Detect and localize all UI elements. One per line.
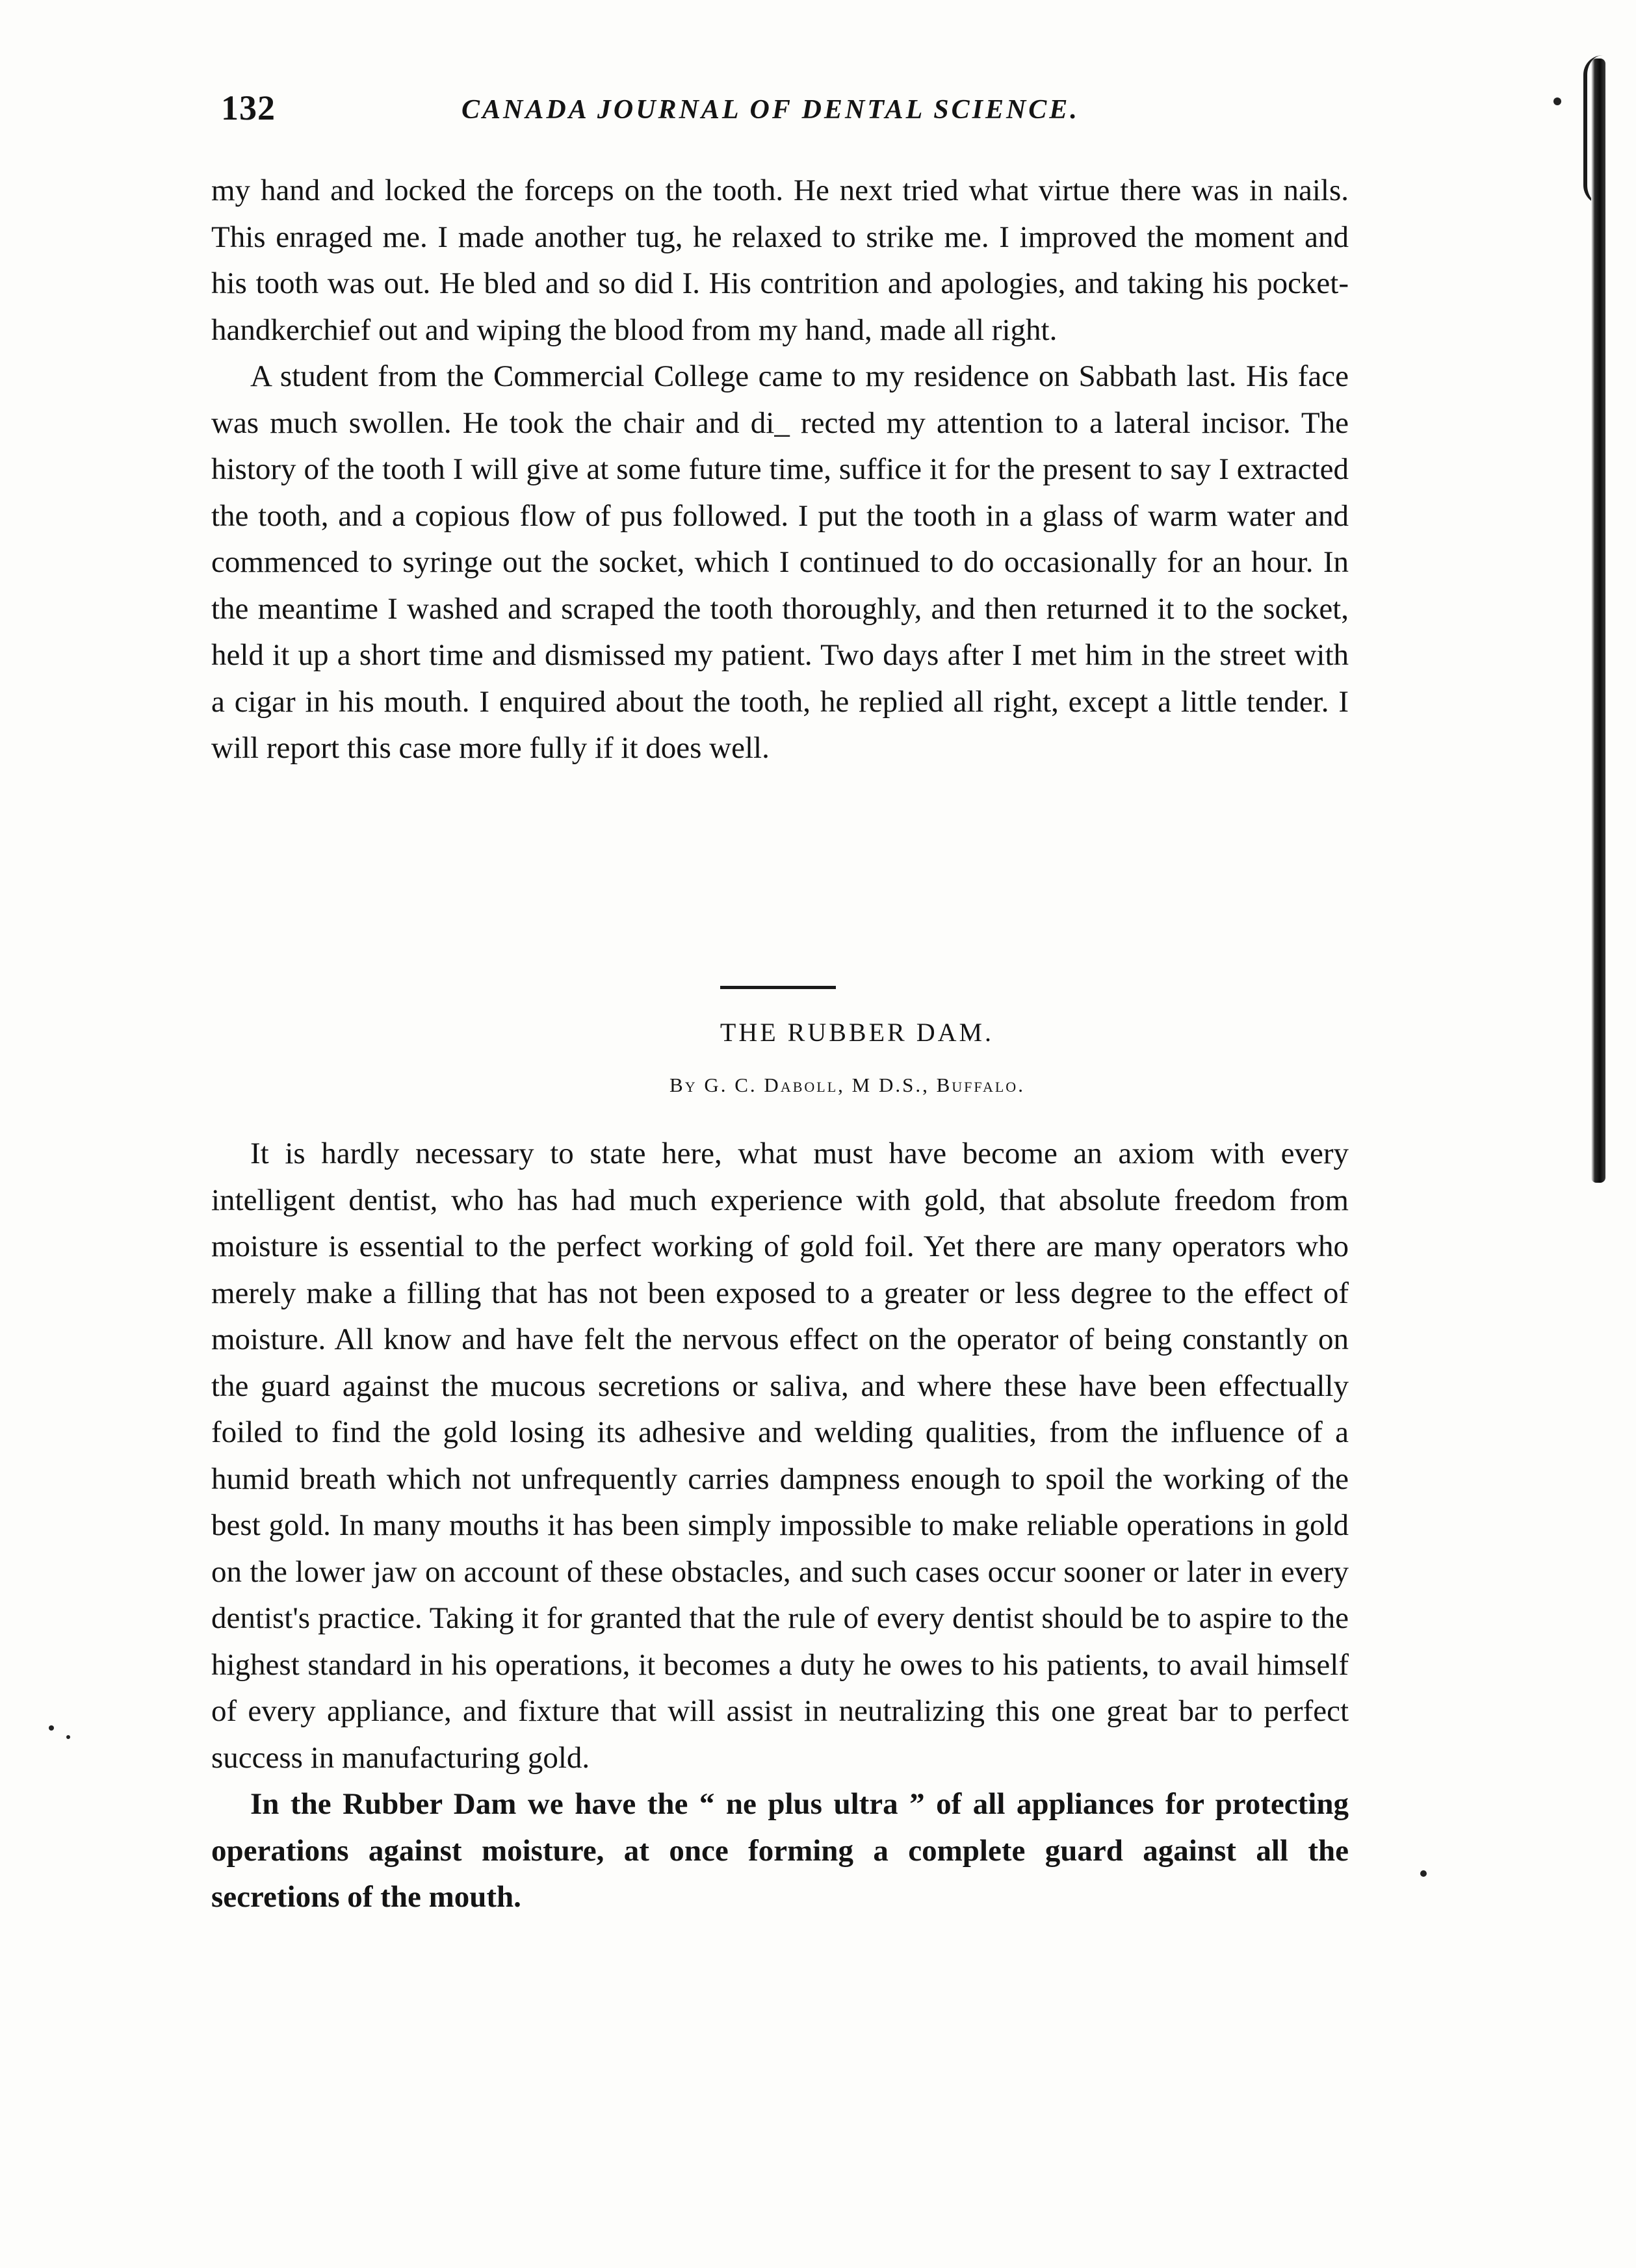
section-divider — [720, 986, 836, 989]
ink-speck — [49, 1725, 54, 1731]
continued-text — [211, 168, 1349, 772]
page-header — [221, 88, 1365, 140]
running-head: CANADA JOURNAL OF DENTAL SCIENCE. — [461, 95, 1080, 125]
ink-speck — [1420, 1870, 1427, 1877]
ink-speck — [1553, 97, 1561, 105]
paragraph-ne-plus-ultra: In the Rubber Dam we have the “ ne plus ultra ” of all appliances for protecting operations against moisture, at once forming a complete guard against all the secretions of the mouth. — [211, 1787, 1349, 1914]
page-number: 132 — [221, 88, 276, 127]
article-body — [211, 1131, 1349, 1921]
paragraph-student: A student from the Commercial College came to my residence on Sabbath last. His face was much swollen. He took the chair and di_ rected my attention to a lateral incisor. The history of the tooth I will give at some future time, suffice it for the present to say I extracted the tooth, and a copious flow of pus followed. I put the tooth in a glass of warm water and commenced to syringe out the socket, which I continued to do occasionally for an hour. In the meantime I washed and scraped the tooth thoroughly, and then returned it to the socket, held it up a short time and dismissed my patient. Two days after I met him in the street with a cigar in his mouth. I enquired about the tooth, he replied all right, except a little tender. I will report this case more fully if it does well. — [211, 359, 1349, 765]
ink-speck — [66, 1735, 70, 1739]
article-title: THE RUBBER DAM. — [720, 1018, 994, 1047]
article-byline: By G. C. Daboll, M D.S., Buffalo. — [669, 1074, 1025, 1096]
binding-shadow — [1591, 58, 1605, 1183]
paragraph-forceps: my hand and locked the forceps on the tooth. He next tried what virtue there was in nails. This enraged me. I made another tug, he relaxed to strike me. I improved the moment and his tooth was out. He bled and so did I. His contrition and apologies, and taking his pocket-handkerchief out and wiping the blood from my hand, made all right. — [211, 174, 1349, 347]
paragraph-axiom: It is hardly necessary to state here, what must have become an axiom with every intelligent dentist, who has had much experience with gold, that absolute freedom from moisture is essential to the perfect working of gold foil. Yet there are many operators who merely make a filling that has not been exposed to a greater or less degree to the effect of moisture. All know and have felt the nervous effect on the operator of being constantly on the guard against the mucous secretions or saliva, and where these have been effectually foiled to find the gold losing its adhesive and welding qualities, from the influence of a humid breath which not unfrequently carries dampness enough to spoil the working of the best gold. In many mouths it has been simply impossible to make reliable operations in gold on the lower jaw on account of these obstacles, and such cases occur sooner or later in every dentist's practice. Taking it for granted that the rule of every dentist should be to aspire to the highest standard in his operations, it becomes a duty he owes to his patients, to avail himself of every appliance, and fixture that will assist in neutralizing this one great bar to perfect success in manufacturing gold. — [211, 1137, 1349, 1775]
